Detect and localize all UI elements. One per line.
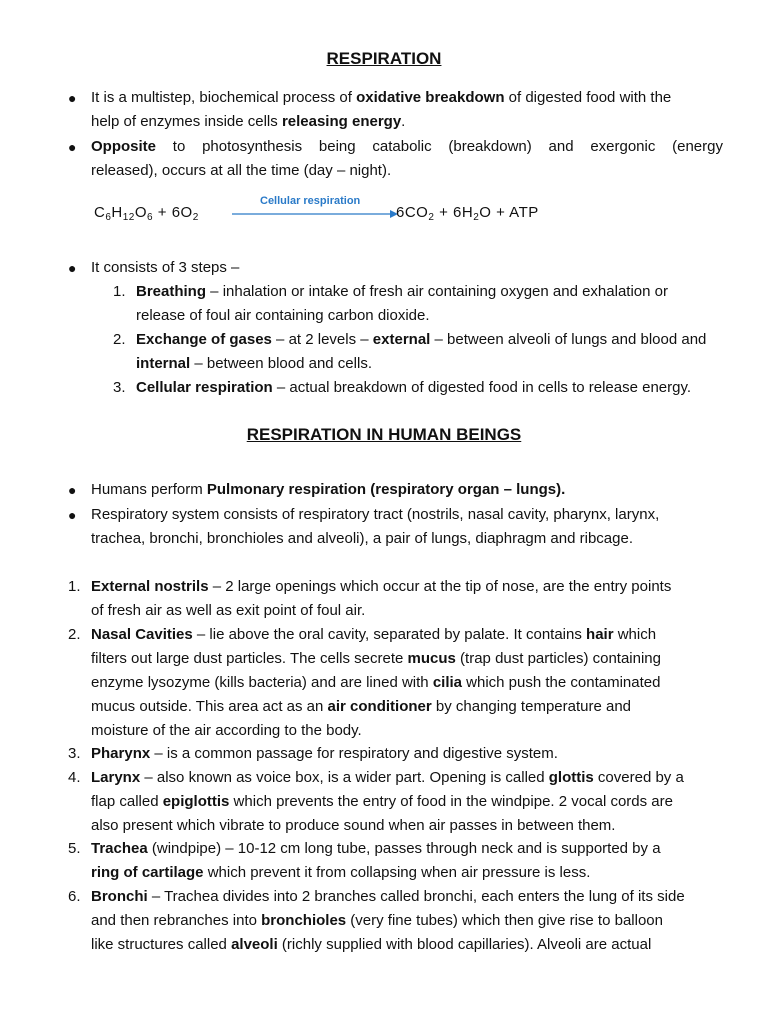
list-item-line: flap called epiglottis which prevents the entry of food in the windpipe. 2 vocal cords are xyxy=(91,793,673,810)
bullet-icon: ● xyxy=(68,482,77,498)
paragraph-line: Opposite to photosynthesis being catabolic (breakdown) and exergonic (energy xyxy=(91,138,723,155)
list-item-line: also present which vibrate to produce sound when air passes in between them. xyxy=(91,817,616,834)
list-item-line: like structures called alveoli (richly supplied with blood capillaries). Alveoli are actual xyxy=(91,936,652,953)
list-number: 4. xyxy=(68,769,81,786)
bullet-icon: ● xyxy=(68,260,77,276)
list-item-line: moisture of the air according to the body. xyxy=(91,722,362,739)
list-item-line: enzyme lysozyme (kills bacteria) and are lined with cilia which push the contaminated xyxy=(91,674,661,691)
list-item-line: mucus outside. This area act as an air conditioner by changing temperature and xyxy=(91,698,632,715)
list-item-line: Cellular respiration – actual breakdown of digested food in cells to release energy. xyxy=(136,379,692,396)
list-item-line: release of foul air containing carbon dioxide. xyxy=(136,307,430,324)
paragraph-line: It consists of 3 steps – xyxy=(91,259,240,276)
paragraph-line: It is a multistep, biochemical process of oxidative breakdown of digested food with the xyxy=(91,89,672,106)
list-item-line: External nostrils – 2 large openings which occur at the tip of nose, are the entry points xyxy=(91,578,672,595)
list-item-line: Larynx – also known as voice box, is a wider part. Opening is called glottis covered by a xyxy=(91,769,684,786)
list-number: 1. xyxy=(113,283,126,300)
equation-arrow-label: Cellular respiration xyxy=(260,195,361,207)
paragraph-line: Respiratory system consists of respiratory tract (nostrils, nasal cavity, pharynx, larynx, xyxy=(91,506,660,523)
list-number: 6. xyxy=(68,888,81,905)
section-title-respiration: RESPIRATION xyxy=(326,49,442,68)
list-item-line: Pharynx – is a common passage for respiratory and digestive system. xyxy=(91,745,558,762)
cellular-respiration-equation xyxy=(90,184,590,246)
list-item-line: and then rebranches into bronchioles (very fine tubes) which then give rise to balloon xyxy=(91,912,663,929)
list-number: 5. xyxy=(68,840,81,857)
list-number: 1. xyxy=(68,578,81,595)
list-item-line: Trachea (windpipe) – 10-12 cm long tube, passes through neck and is supported by a xyxy=(91,840,661,857)
paragraph-line: released), occurs at all the time (day – night). xyxy=(91,162,392,179)
list-item-line: ring of cartilage which prevent it from collapsing when air pressure is less. xyxy=(91,864,591,881)
list-item-line: Bronchi – Trachea divides into 2 branches called bronchi, each enters the lung of its side xyxy=(91,888,685,905)
list-item-line: of fresh air as well as exit point of foul air. xyxy=(91,602,366,619)
list-item-line: Breathing – inhalation or intake of fresh air containing oxygen and exhalation or xyxy=(136,283,668,300)
bullet-icon: ● xyxy=(68,90,77,106)
list-number: 2. xyxy=(113,331,126,348)
list-item-line: Nasal Cavities – lie above the oral cavity, separated by palate. It contains hair which xyxy=(91,626,657,643)
list-item-line: internal – between blood and cells. xyxy=(136,355,372,372)
equation-reactants: $C_6H_{12}O_6 + 6O_2$ xyxy=(94,204,199,223)
list-number: 2. xyxy=(68,626,81,643)
list-number: 3. xyxy=(68,745,81,762)
list-number: 3. xyxy=(113,379,126,396)
list-item-line: Exchange of gases – at 2 levels – external – between alveoli of lungs and blood and xyxy=(136,331,707,348)
paragraph-line: help of enzymes inside cells releasing energy. xyxy=(91,113,406,130)
paragraph-line: trachea, bronchi, bronchioles and alveoli), a pair of lungs, diaphragm and ribcage. xyxy=(91,530,633,547)
list-item-line: filters out large dust particles. The cells secrete mucus (trap dust particles) containing xyxy=(91,650,661,667)
section-title-human-respiration: RESPIRATION IN HUMAN BEINGS xyxy=(246,425,522,444)
paragraph-line: Humans perform Pulmonary respiration (respiratory organ – lungs). xyxy=(91,481,566,498)
bullet-icon: ● xyxy=(68,139,77,155)
equation-products: $6CO_2 + 6H_2O$ + ATP xyxy=(396,204,539,223)
bullet-icon: ● xyxy=(68,507,77,523)
